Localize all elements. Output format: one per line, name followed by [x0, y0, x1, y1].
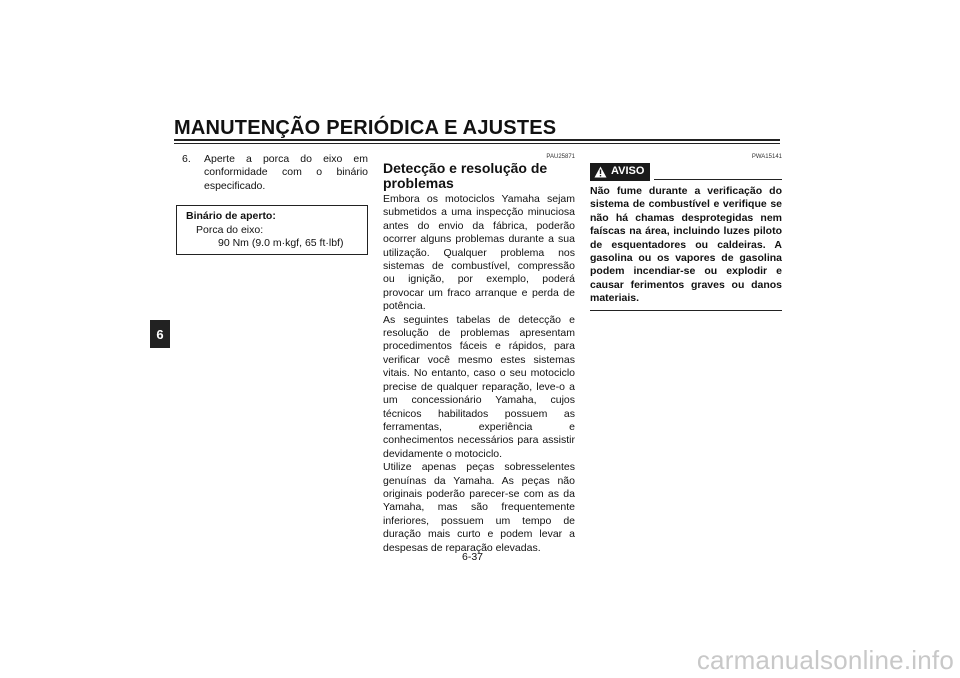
column-left [176, 153, 368, 255]
chapter-tab: 6 [150, 320, 170, 348]
warning-code: PWA15141 [751, 154, 782, 160]
torque-spec-box [176, 205, 368, 255]
column-right [590, 153, 782, 311]
section-title: Detecção e resolução de problemas [383, 160, 548, 191]
step-number: 6. [182, 153, 191, 165]
warning-rule [654, 179, 782, 181]
page-number: 6-37 [462, 551, 484, 563]
paragraph: As seguintes tabelas de detecção e resolução de problemas apresentam procedimentos fáceis e rápidos, para verificar você mesmo estes sistemas vitais. No entanto, caso o seu motociclo precise de qualquer reparação, leve-o a um concessionário Yamaha, cujos técnicos habilitados possuem as ferramentas, experiência e conhecimentos necessários para assistir devidamente o motociclo. [383, 313, 575, 460]
column-middle [383, 153, 575, 555]
warning-bottom-rule [590, 310, 782, 312]
step-item [176, 153, 368, 193]
warning-triangle-icon [594, 166, 607, 178]
paragraph: Embora os motociclos Yamaha sejam submetidos a uma inspecção minuciosa antes do envio da fábrica, poderão ocorrer alguns problemas durante a sua utilização. Qualquer problema nos sistemas de combustível, compressão ou ignição, por exemplo, poderá provocar um fraco arranque e perda de potência. [383, 193, 575, 313]
torque-part: Porca do eixo: [196, 223, 264, 236]
torque-title: Binário de aperto: [186, 210, 276, 223]
warning-badge-label: AVISO [611, 165, 645, 178]
title-rule [174, 139, 780, 141]
title-rule-thin [174, 143, 780, 144]
torque-value: 90 Nm (9.0 m·kgf, 65 ft·lbf) [218, 237, 344, 250]
warning-badge [590, 163, 650, 181]
section-code: PAU25871 [546, 154, 575, 160]
warning-header [590, 163, 782, 181]
page-title: MANUTENÇÃO PERIÓDICA E AJUSTES [174, 117, 557, 139]
step-text: Aperte a porca do eixo em conformidade com o binário especificado. [204, 153, 368, 192]
paragraph: Utilize apenas peças sobresselentes genuínas da Yamaha. As peças não originais poderão parecer-se com as da Yamaha, mas são frequentemente inferiores, possuem um tempo de duração mais curto e podem levar a despesas de reparação elevadas. [383, 461, 575, 554]
watermark: carmanualsonline.info [696, 645, 954, 675]
warning-text: Não fume durante a verificação do sistema de combustível e verifique se não há chamas desprotegidas nem faíscas na área, incluindo luzes piloto de esquentadores ou caldeiras. A gasolina ou os vapores de gasolina podem incendiar-se ou explodir e causar ferimentos graves ou danos materiais. [590, 185, 782, 305]
